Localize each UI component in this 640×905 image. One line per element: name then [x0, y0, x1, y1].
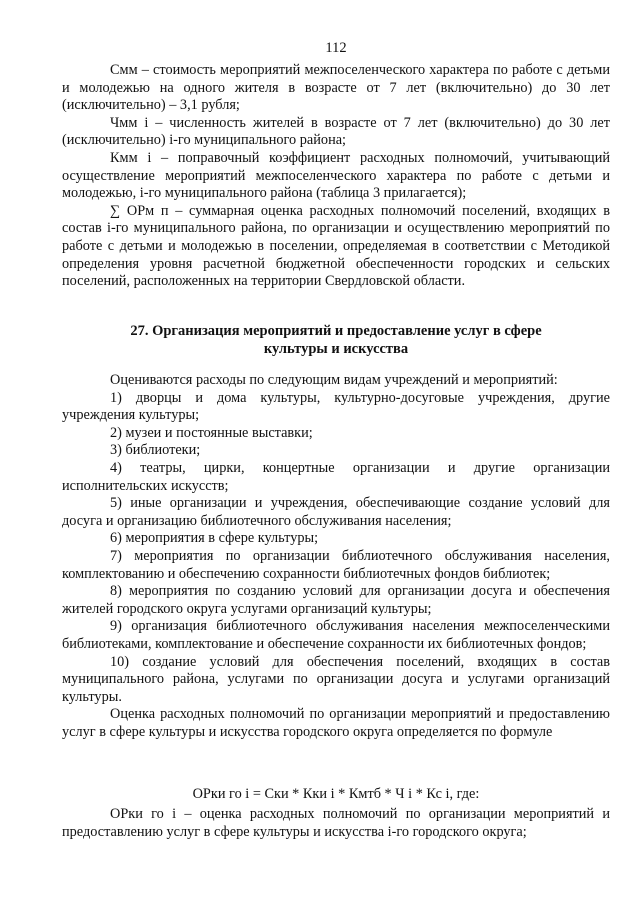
section-heading — [62, 322, 610, 358]
list-item: 7) мероприятия по организации библиотечного обслуживания населения, комплектованию и обеспечению сохранности библиотечных фондов библиотек; — [62, 547, 610, 582]
formula-line: ОРки го i = Ски * Кки i * Кмтб * Ч i * Кс i, где: — [192, 786, 480, 802]
formula-intro-paragraph: Оценка расходных полномочий по организации мероприятий и предоставлению услуг в сфере культуры и искусства городского округа определяется по формуле — [62, 706, 610, 740]
list-item: 4) театры, цирки, концертные организации и другие организации исполнительских искусств; — [62, 459, 610, 494]
list-item: 1) дворцы и дома культуры, культурно-досуговые учреждения, другие учреждения культуры; — [62, 389, 610, 424]
section-heading-line: 27. Организация мероприятий и предоставление услуг в сфере — [130, 323, 542, 339]
definition-paragraph: Чмм i – численность жителей в возрасте от 7 лет (включительно) до 30 лет (исключительно) i-го муниципального района; — [62, 114, 610, 149]
section-heading-line: культуры и искусства — [263, 341, 409, 357]
list-item: 5) иные организации и учреждения, обеспечивающие создание условий для досуга и организацию библиотечного обслуживания населения; — [62, 495, 610, 529]
list-item: 10) создание условий для обеспечения поселений, входящих в состав муниципального района, услугами по организации досуга и услугами организаций культуры. — [62, 653, 610, 705]
list-item: 8) мероприятия по созданию условий для организации досуга и обеспечения жителей городского округа услугами организаций культуры; — [62, 583, 610, 617]
definition-paragraph: ОРки го i – оценка расходных полномочий по организации мероприятий и предоставлению услуг в сфере культуры и искусства i-го городского округа; — [62, 806, 610, 840]
list-item: 2) музеи и постоянные выставки; — [110, 424, 313, 441]
definitions-block-bottom — [62, 806, 610, 841]
intro-paragraph: Оцениваются расходы по следующим видам учреждений и мероприятий: — [110, 372, 558, 388]
page-number: 112 — [325, 40, 347, 56]
list-item: 3) библиотеки; — [110, 442, 201, 459]
definitions-block-top — [62, 62, 610, 291]
list-item: 9) организация библиотечного обслуживания населения межпоселенческими библиотеками, комплектование и обеспечение сохранности их библиотечных фондов; — [62, 618, 610, 652]
definition-paragraph: ∑ ОРм п – суммарная оценка расходных полномочий поселений, входящих в состав i-го муниципального района, по организации и осуществлению мероприятий по работе с детьми и молодежью в поселении, определяемая в соответствии с Методикой определения уровня расчетной бюджетной обеспеченности городских и сельских поселений, расположенных на территории Свердловской области. — [62, 202, 610, 290]
definition-paragraph: Смм – стоимость мероприятий межпоселенческого характера по работе с детьми и молодежью на одного жителя в возрасте от 7 лет (включительно) до 30 лет (исключительно) – 3,1 рубля; — [62, 62, 610, 114]
definition-paragraph: Кмм i – поправочный коэффициент расходных полномочий, учитывающий осуществление мероприятий межпоселенческого характера по работе с детьми и молодежью, i-го муниципального района (таблица 3 прилагается); — [62, 149, 610, 202]
section-body — [62, 372, 610, 741]
list-item: 6) мероприятия в сфере культуры; — [110, 530, 319, 547]
